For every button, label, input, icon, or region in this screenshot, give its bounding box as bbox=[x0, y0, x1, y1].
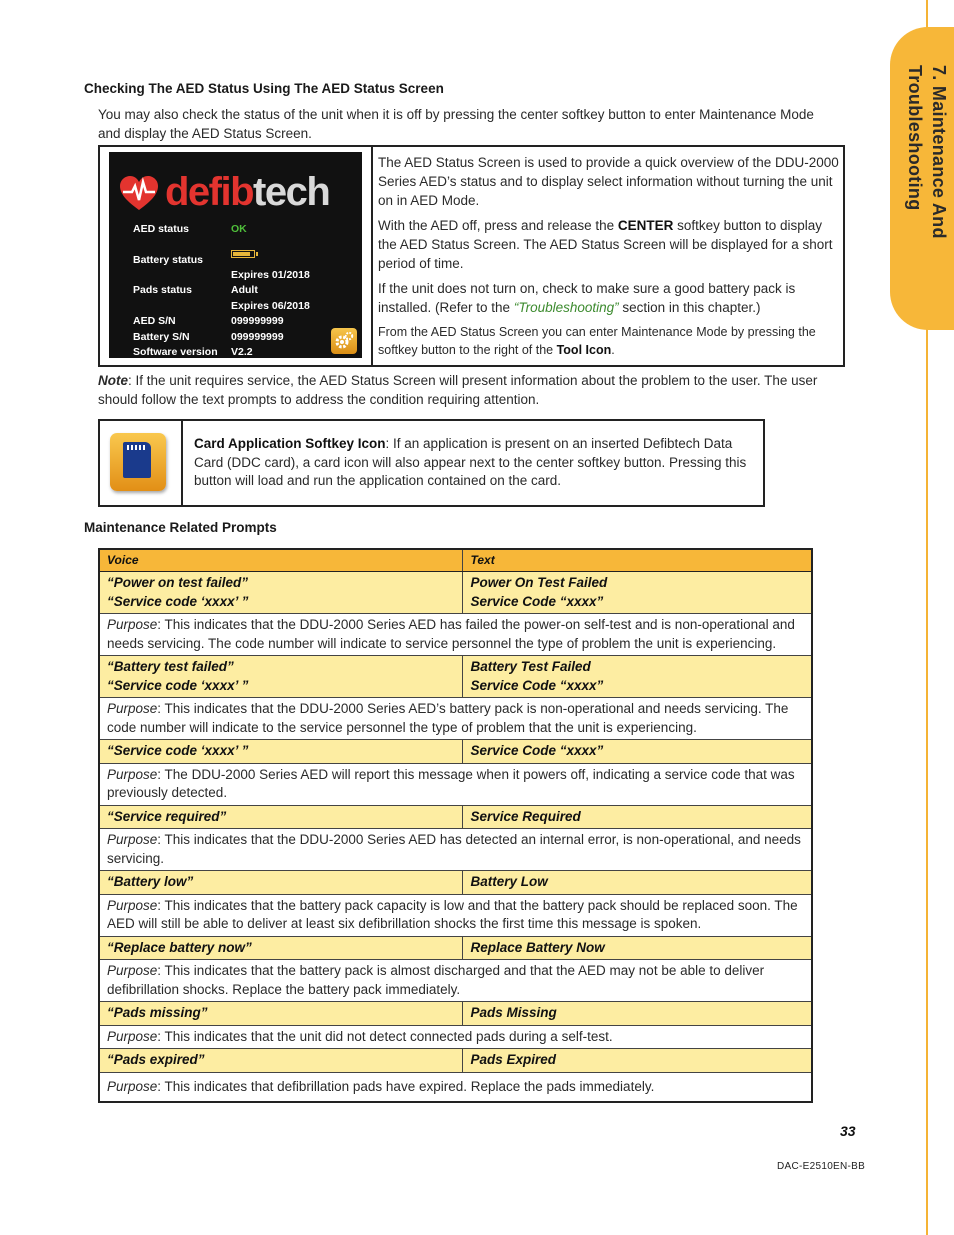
status-value: V2.2 bbox=[231, 346, 253, 358]
section-heading-status: Checking The AED Status Using The AED Status Screen bbox=[84, 81, 444, 96]
status-screen-box bbox=[98, 145, 845, 367]
status-desc-p2: With the AED off, press and release the CENTER softkey button to display the AED Status Screen. The AED Status Screen will be displayed for a short period of time. bbox=[378, 218, 833, 271]
status-label: Battery S/N bbox=[133, 331, 190, 343]
troubleshooting-link[interactable]: “Troubleshooting” bbox=[513, 300, 619, 315]
card-box-divider bbox=[181, 421, 183, 505]
note-text: : If the unit requires service, the AED Status Screen will present information about the problem to the user. The user should follow the text prompts to address the condition requiring attention. bbox=[98, 373, 818, 407]
document-id: DAC-E2510EN-BB bbox=[777, 1161, 866, 1172]
section-heading-prompts: Maintenance Related Prompts bbox=[84, 520, 277, 535]
table-row-purpose: Purpose: This indicates that the unit did not detect connected pads during a self-test. bbox=[99, 1025, 812, 1049]
sd-card-icon bbox=[110, 433, 166, 491]
table-row-purpose: Purpose: This indicates that the battery pack capacity is low and that the battery pack should be replaced soon. The AED will still be able to deliver at least six defibrillation shocks the first time this message is spoken. bbox=[99, 894, 812, 936]
table-row-purpose: Purpose: This indicates that the DDU-2000 Series AED has detected an internal error, is non-operational, and needs servicing. bbox=[99, 829, 812, 871]
status-desc-p1: The AED Status Screen is used to provide a quick overview of the DDU-2000 Series AED’s status and to display select information without turning the unit on in AED Mode. bbox=[378, 155, 839, 208]
table-row: “Pads missing” Pads Missing bbox=[99, 1002, 812, 1026]
status-intro: You may also check the status of the unit when it is off by pressing the center softkey button to enter Maintenance Mode and display the AED Status Screen. bbox=[98, 107, 814, 141]
status-label: Software version bbox=[133, 346, 218, 358]
note-label: Note bbox=[98, 373, 128, 388]
status-label: AED status bbox=[133, 223, 190, 235]
table-row: “Replace battery now” Replace Battery Now bbox=[99, 936, 812, 960]
status-label: AED S/N bbox=[133, 315, 176, 327]
table-row-purpose: Purpose: The DDU-2000 Series AED will report this message when it powers off, indicating a service code that was previously detected. bbox=[99, 763, 812, 805]
table-row-purpose: Purpose: This indicates that the DDU-2000 Series AED has failed the power-on self-test and is non-operational and needs servicing. The code number will indicate to service personnel the type of problem the unit is experiencing. bbox=[99, 614, 812, 656]
header-voice: Voice bbox=[99, 549, 463, 572]
status-label: Battery status bbox=[133, 254, 204, 266]
table-row-purpose: Purpose: This indicates that the DDU-2000 Series AED’s battery pack is non-operational and needs servicing. The code number will indicate to the service personnel the type of problem that the unit is experiencing. bbox=[99, 698, 812, 740]
status-description bbox=[378, 153, 840, 359]
status-value: Expires 06/2018 bbox=[231, 300, 310, 312]
status-value: Expires 01/2018 bbox=[231, 269, 310, 281]
table-row-purpose: Purpose: This indicates that the battery pack is almost discharged and that the AED may not be able to deliver defibrillation shocks. Replace the battery pack immediately. bbox=[99, 960, 812, 1002]
table-header-row bbox=[99, 549, 812, 572]
table-row-purpose: Purpose: This indicates that defibrillation pads have expired. Replace the pads immediately. bbox=[99, 1072, 812, 1102]
table-row: “Service code ‘xxxx’ ” Service Code “xxxx” bbox=[99, 740, 812, 764]
status-value: OK bbox=[231, 223, 247, 235]
status-desc-p3: If the unit does not turn on, check to make sure a good battery pack is installed. (Refer to the “Troubleshooting” section in this chapter.) bbox=[378, 281, 796, 315]
battery-icon bbox=[231, 250, 255, 258]
status-desc-p4: From the AED Status Screen you can enter Maintenance Mode by pressing the softkey button to the right of the Tool Icon. bbox=[378, 325, 816, 357]
card-app-text: Card Application Softkey Icon: If an application is present on an inserted Defibtech Data Card (DDC card), a card icon will also appear next to the center softkey button. Pressing this button will load and run the application contained on the card. bbox=[194, 436, 747, 488]
gear-icon bbox=[331, 328, 357, 354]
table-row: “Battery low” Battery Low bbox=[99, 871, 812, 895]
table-row: “Power on test failed” “Service code ‘xxxx’ ” Power On Test Failed Service Code “xxxx” bbox=[99, 572, 812, 614]
status-value: 099999999 bbox=[231, 315, 284, 327]
page-number: 33 bbox=[840, 1123, 856, 1139]
status-box-divider bbox=[371, 147, 373, 365]
table-row: “Pads expired” Pads Expired bbox=[99, 1049, 812, 1073]
card-app-box bbox=[98, 419, 765, 507]
status-value: 099999999 bbox=[231, 331, 284, 343]
status-label: Pads status bbox=[133, 284, 192, 296]
heart-logo-icon bbox=[119, 176, 159, 212]
status-value: Adult bbox=[231, 284, 258, 296]
chapter-tab-line2: Troubleshooting bbox=[905, 65, 925, 211]
chapter-tab-line1: 7. Maintenance And bbox=[929, 65, 949, 239]
header-text: Text bbox=[463, 549, 812, 572]
table-row: “Battery test failed” “Service code ‘xxxx’ ” Battery Test Failed Service Code “xxxx” bbox=[99, 656, 812, 698]
chapter-tab-title bbox=[891, 65, 951, 285]
note-paragraph bbox=[98, 372, 818, 409]
card-app-title: Card Application Softkey Icon bbox=[194, 436, 386, 451]
logo-defib: defib bbox=[165, 170, 254, 214]
maintenance-prompts-table bbox=[98, 548, 813, 1103]
logo-tech: tech bbox=[253, 170, 330, 214]
aed-status-screen-image bbox=[109, 152, 362, 358]
table-row: “Service required” Service Required bbox=[99, 805, 812, 829]
